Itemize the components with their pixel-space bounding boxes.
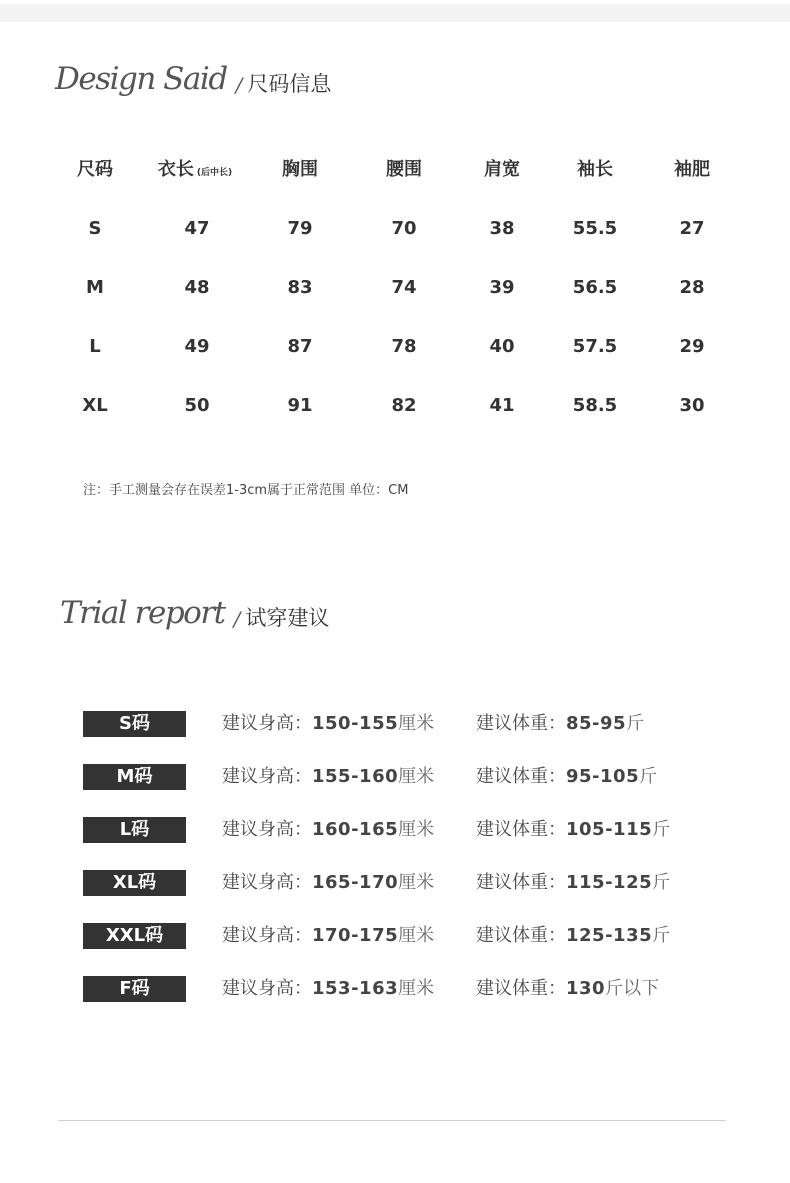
- weight-unit: 斤以下: [605, 978, 660, 999]
- height-value: 165-170: [312, 872, 399, 893]
- chest-cell: 83: [287, 277, 313, 298]
- height-label: 建议身高：: [222, 872, 312, 893]
- size-badge: XXL码: [83, 923, 186, 949]
- header-length-note: (后中长): [196, 168, 233, 178]
- recommendation-list: [83, 711, 723, 1029]
- shoulder-cell: 40: [489, 336, 515, 357]
- size-badge: M码: [83, 764, 186, 790]
- recommendation-row: [83, 976, 723, 1029]
- recommendation-row: [83, 870, 723, 923]
- weight-value: 95-105: [566, 766, 640, 787]
- size-cell: S: [88, 218, 102, 239]
- weight-unit: 斤: [626, 713, 645, 734]
- height-value: 155-160: [312, 766, 399, 787]
- size-row-m: [40, 270, 750, 329]
- size-table-header: [40, 152, 750, 211]
- weight-label: 建议体重：: [476, 819, 566, 840]
- sleeve-length-cell: 57.5: [572, 336, 618, 357]
- header-shoulder: 肩宽: [484, 159, 520, 180]
- size-row-xl: [40, 388, 750, 447]
- height-unit: 厘米: [398, 819, 435, 840]
- header-length: [158, 152, 232, 188]
- height-label: 建议身高：: [222, 819, 312, 840]
- weight-value: 125-135: [566, 925, 653, 946]
- size-badge: XL码: [83, 870, 186, 896]
- shoulder-cell: 39: [489, 277, 515, 298]
- sleeve-width-cell: 29: [679, 336, 705, 357]
- heading-slash: /: [235, 73, 243, 97]
- height-label: 建议身高：: [222, 978, 312, 999]
- recommendation-row: [83, 923, 723, 976]
- length-cell: 47: [184, 218, 210, 239]
- recommendation-row: [83, 817, 723, 870]
- recommendation-row: [83, 711, 723, 764]
- height-advice: [222, 923, 434, 949]
- weight-advice: [476, 711, 644, 737]
- shoulder-cell: 38: [489, 218, 515, 239]
- size-cell: L: [89, 336, 101, 357]
- height-label: 建议身高：: [222, 713, 312, 734]
- trial-report-heading: [60, 595, 330, 631]
- weight-unit: 斤: [652, 819, 671, 840]
- chest-cell: 87: [287, 336, 313, 357]
- header-sleeve-width: 袖肥: [674, 159, 710, 180]
- weight-advice: [476, 976, 659, 1002]
- size-badge: L码: [83, 817, 186, 843]
- waist-cell: 78: [391, 336, 417, 357]
- sleeve-length-cell: 56.5: [572, 277, 618, 298]
- weight-label: 建议体重：: [476, 766, 566, 787]
- height-label: 建议身高：: [222, 925, 312, 946]
- waist-cell: 70: [391, 218, 417, 239]
- height-advice: [222, 870, 434, 896]
- top-strip: [0, 4, 790, 22]
- weight-unit: 斤: [652, 925, 671, 946]
- height-unit: 厘米: [398, 766, 435, 787]
- weight-unit: 斤: [652, 872, 671, 893]
- weight-label: 建议体重：: [476, 872, 566, 893]
- recommendation-row: [83, 764, 723, 817]
- weight-advice: [476, 870, 670, 896]
- height-advice: [222, 764, 434, 790]
- size-cell: XL: [82, 395, 108, 416]
- heading-slash: /: [233, 607, 241, 631]
- size-badge: F码: [83, 976, 186, 1002]
- height-advice: [222, 817, 434, 843]
- sleeve-length-cell: 58.5: [572, 395, 618, 416]
- height-unit: 厘米: [398, 978, 435, 999]
- length-cell: 48: [184, 277, 210, 298]
- measurement-note: 注：手工测量会存在误差1-3cm属于正常范围 单位：CM: [83, 483, 409, 498]
- weight-advice: [476, 923, 670, 949]
- length-cell: 49: [184, 336, 210, 357]
- waist-cell: 82: [391, 395, 417, 416]
- weight-label: 建议体重：: [476, 925, 566, 946]
- weight-value: 85-95: [566, 713, 627, 734]
- weight-unit: 斤: [639, 766, 658, 787]
- height-value: 153-163: [312, 978, 399, 999]
- weight-advice: [476, 764, 657, 790]
- height-advice: [222, 711, 434, 737]
- design-said-heading: [55, 61, 332, 97]
- length-cell: 50: [184, 395, 210, 416]
- header-chest: 胸围: [282, 159, 318, 180]
- header-size: 尺码: [77, 159, 113, 180]
- sleeve-width-cell: 30: [679, 395, 705, 416]
- weight-value: 105-115: [566, 819, 653, 840]
- fit-advice-title: 试穿建议: [245, 606, 330, 630]
- header-waist: 腰围: [386, 159, 422, 180]
- height-label: 建议身高：: [222, 766, 312, 787]
- size-cell: M: [86, 277, 104, 298]
- height-advice: [222, 976, 434, 1002]
- chest-cell: 79: [287, 218, 313, 239]
- design-said-script-title: Design Said: [55, 61, 227, 97]
- shoulder-cell: 41: [489, 395, 515, 416]
- weight-advice: [476, 817, 670, 843]
- size-info-title: 尺码信息: [247, 72, 332, 96]
- height-value: 160-165: [312, 819, 399, 840]
- sleeve-width-cell: 28: [679, 277, 705, 298]
- weight-value: 115-125: [566, 872, 653, 893]
- chest-cell: 91: [287, 395, 313, 416]
- trial-report-script-title: Trial report: [60, 595, 225, 631]
- size-badge: S码: [83, 711, 186, 737]
- weight-value: 130: [566, 978, 606, 999]
- sleeve-width-cell: 27: [679, 218, 705, 239]
- size-row-s: [40, 211, 750, 270]
- weight-label: 建议体重：: [476, 978, 566, 999]
- bottom-divider: [58, 1120, 726, 1121]
- height-value: 150-155: [312, 713, 399, 734]
- height-value: 170-175: [312, 925, 399, 946]
- waist-cell: 74: [391, 277, 417, 298]
- size-table: [40, 152, 750, 447]
- header-length-label: 衣长: [157, 159, 194, 180]
- weight-label: 建议体重：: [476, 713, 566, 734]
- height-unit: 厘米: [398, 713, 435, 734]
- sleeve-length-cell: 55.5: [572, 218, 618, 239]
- header-sleeve-length: 袖长: [577, 159, 613, 180]
- height-unit: 厘米: [398, 925, 435, 946]
- size-row-l: [40, 329, 750, 388]
- height-unit: 厘米: [398, 872, 435, 893]
